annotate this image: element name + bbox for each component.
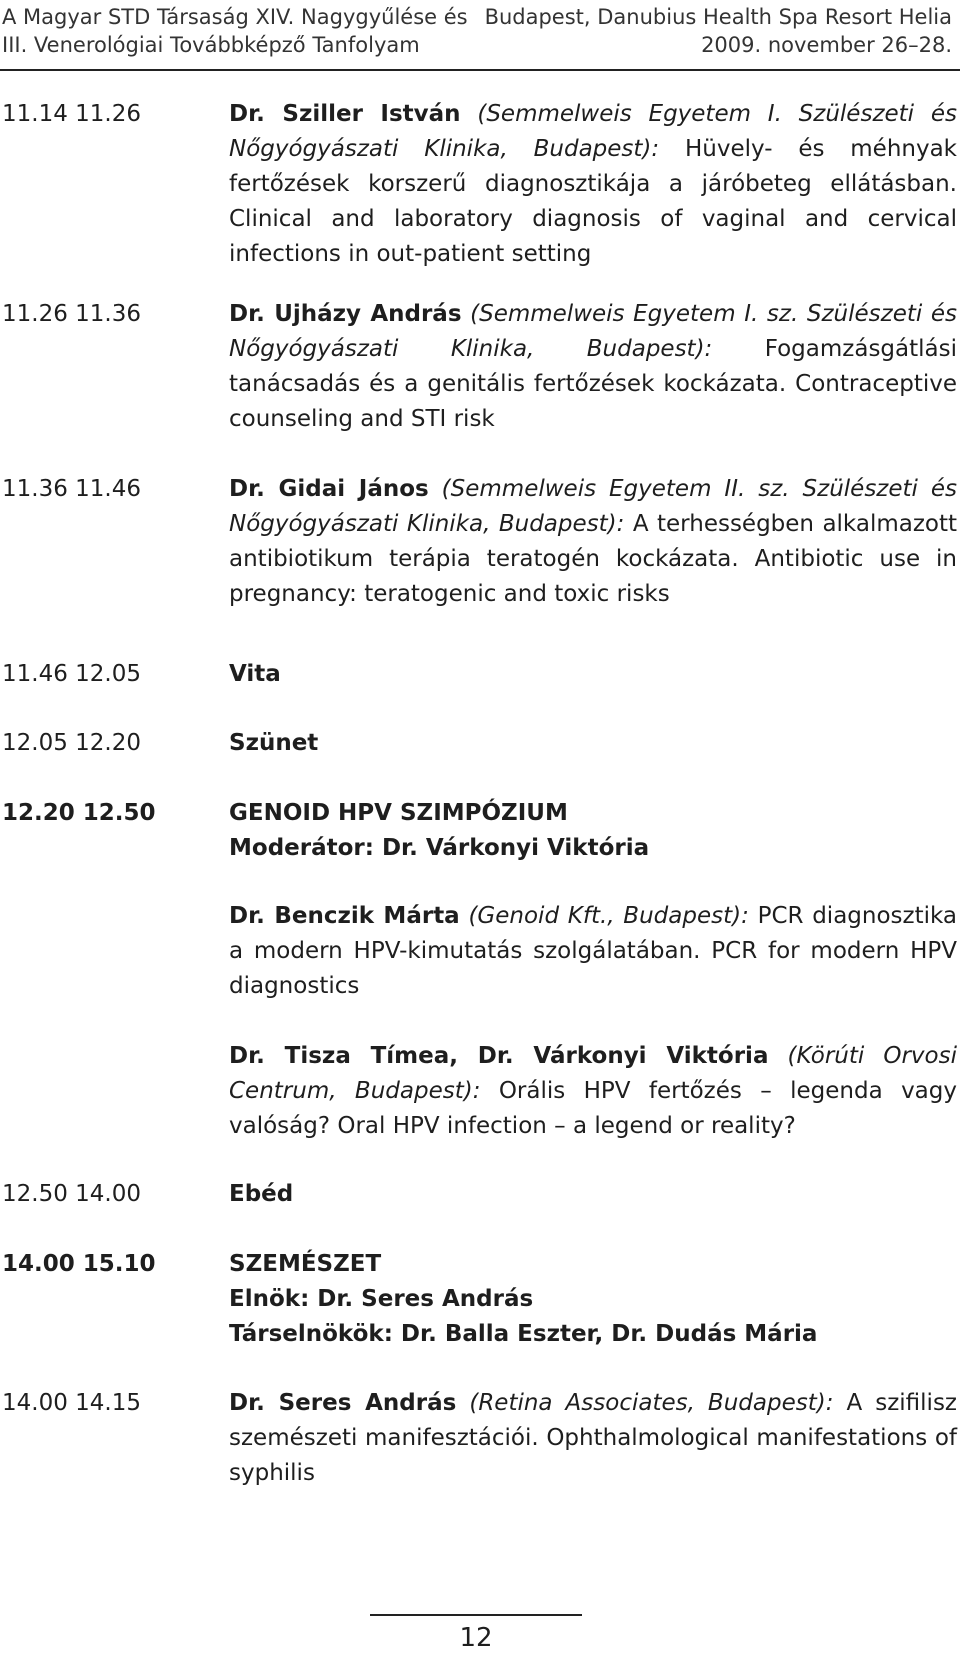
- session-heading: SZEMÉSZET: [229, 1251, 382, 1277]
- program-entry: [229, 657, 957, 692]
- program-entry: [229, 1177, 957, 1212]
- speaker-name: Dr. Ujházy András: [229, 301, 462, 327]
- session-time: 12.20 12.50: [2, 800, 156, 826]
- talk-title: Fogamzásgátlási tanácsadás és a genitális fertőzések kockázata. Contraceptive counseling and STI risk: [229, 336, 958, 432]
- speaker-affiliation: (Retina Associates, Budapest):: [469, 1390, 834, 1416]
- header-right: [485, 3, 952, 59]
- speaker-name: Dr. Gidai János: [229, 476, 429, 502]
- program-entry: [229, 1039, 957, 1144]
- program-time: 11.26 11.36: [2, 301, 141, 327]
- session-label: Szünet: [229, 730, 319, 756]
- header-left: [2, 3, 468, 59]
- speaker-name: Dr. Benczik Márta: [229, 903, 460, 929]
- speaker-affiliation: (Semmelweis Egyetem I. Szülészeti és Nőgyógyászati Klinika, Budapest):: [229, 101, 957, 162]
- header-course-title: III. Venerológiai Továbbképző Tanfolyam: [2, 33, 420, 57]
- program-entry: [229, 726, 957, 761]
- talk-title: A szifilisz szemészeti manifesztációi. Ophthalmological manifestations of syphilis: [229, 1390, 958, 1486]
- page-header: [0, 0, 960, 64]
- program-entry: [229, 97, 957, 272]
- speaker-affiliation: (Semmelweis Egyetem II. sz. Szülészeti és Nőgyógyászati Klinika, Budapest):: [229, 476, 957, 537]
- header-conference-title: A Magyar STD Társaság XIV. Nagygyűlése és: [2, 5, 468, 29]
- session-time: 14.00 15.10: [2, 1251, 156, 1277]
- header-divider: [0, 69, 960, 71]
- speaker-name: Dr. Seres András: [229, 1390, 457, 1416]
- footer-divider: [370, 1614, 582, 1616]
- page-number: 12: [459, 1623, 493, 1653]
- session-header: [229, 1247, 957, 1352]
- program-time: 12.50 14.00: [2, 1181, 141, 1207]
- session-header: [229, 796, 957, 866]
- talk-title: PCR diagnosztika a modern HPV-kimutatás szolgálatában. PCR for modern HPV diagnostics: [229, 903, 958, 999]
- program-time: 11.36 11.46: [2, 476, 141, 502]
- session-label: Vita: [229, 661, 281, 687]
- session-heading: GENOID HPV SZIMPÓZIUM: [229, 800, 568, 826]
- talk-title: Hüvely- és méhnyak fertőzések korszerű diagnosztikája a járóbeteg ellátásban. Clinical and laboratory diagnosis of vaginal and cervical infections in out-patient setting: [229, 136, 958, 267]
- speaker-name: Dr. Sziller István: [229, 101, 461, 127]
- speaker-affiliation: (Körúti Orvosi Centrum, Budapest):: [229, 1043, 957, 1104]
- header-date: 2009. november 26–28.: [701, 33, 952, 57]
- program-entry: [229, 297, 957, 437]
- program-time: 12.05 12.20: [2, 730, 141, 756]
- program-entry: [229, 1386, 957, 1491]
- session-label: Ebéd: [229, 1181, 294, 1207]
- program-entry: [229, 899, 957, 1004]
- header-venue: Budapest, Danubius Health Spa Resort Helia: [484, 5, 952, 29]
- speaker-name: Dr. Tisza Tímea, Dr. Várkonyi Viktória: [229, 1043, 769, 1069]
- program-time: 11.14 11.26: [2, 101, 141, 127]
- program-time: 14.00 14.15: [2, 1390, 141, 1416]
- session-chair: Elnök: Dr. Seres András: [229, 1286, 534, 1312]
- talk-title: Orális HPV fertőzés – legenda vagy valóság? Oral HPV infection – a legend or reality?: [229, 1078, 957, 1139]
- session-moderator: Moderátor: Dr. Várkonyi Viktória: [229, 835, 650, 861]
- program-time: 11.46 12.05: [2, 661, 141, 687]
- speaker-affiliation: (Genoid Kft., Budapest):: [468, 903, 749, 929]
- program-entry: [229, 472, 957, 612]
- speaker-affiliation: (Semmelweis Egyetem I. sz. Szülészeti és Nőgyógyászati Klinika, Budapest):: [229, 301, 957, 362]
- session-cochairs: Társelnökök: Dr. Balla Eszter, Dr. Dudás Mária: [229, 1321, 818, 1347]
- talk-title: A terhességben alkalmazott antibiotikum terápia teratogén kockázata. Antibiotic use in pregnancy: teratogenic and toxic risks: [229, 511, 958, 607]
